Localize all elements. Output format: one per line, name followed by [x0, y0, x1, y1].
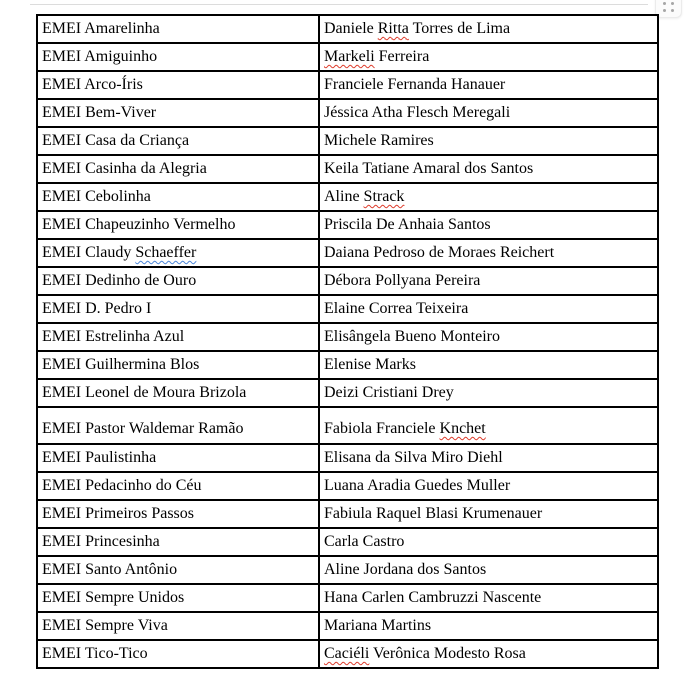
table-row — [37, 556, 658, 584]
school-cell[interactable]: EMEI Tico-Tico — [37, 640, 319, 668]
school-cell[interactable]: EMEI Guilhermina Blos — [37, 351, 319, 379]
table-row — [37, 15, 658, 43]
table-row — [37, 528, 658, 556]
drag-dots-icon — [663, 2, 674, 12]
spellcheck-flagged-word[interactable]: Caciéli — [324, 645, 370, 662]
spellcheck-flagged-word[interactable]: Markeli — [324, 48, 375, 65]
director-cell[interactable]: Hana Carlen Cambruzzi Nascente — [319, 584, 658, 612]
grammar-flagged-word[interactable]: Schaeffer — [135, 244, 197, 261]
school-cell[interactable]: EMEI D. Pedro I — [37, 295, 319, 323]
school-cell[interactable]: EMEI Pastor Waldemar Ramão — [37, 407, 319, 444]
spellcheck-flagged-word[interactable]: Ritta — [377, 20, 409, 37]
director-cell[interactable]: Deizi Cristiani Drey — [319, 379, 658, 407]
school-cell[interactable]: EMEI Paulistinha — [37, 444, 319, 472]
director-cell[interactable]: Carla Castro — [319, 528, 658, 556]
table-row — [37, 267, 658, 295]
director-cell[interactable]: Mariana Martins — [319, 612, 658, 640]
school-cell[interactable]: EMEI Leonel de Moura Brizola — [37, 379, 319, 407]
table-row — [37, 183, 658, 211]
table-row — [37, 43, 658, 71]
director-cell[interactable]: Elisângela Bueno Monteiro — [319, 323, 658, 351]
table-row — [37, 612, 658, 640]
director-cell[interactable]: Priscila De Anhaia Santos — [319, 211, 658, 239]
school-cell[interactable]: EMEI Primeiros Passos — [37, 500, 319, 528]
table-row — [37, 155, 658, 183]
director-cell[interactable]: Fabiula Raquel Blasi Krumenauer — [319, 500, 658, 528]
director-cell[interactable]: Fabiola Franciele Knchet — [319, 407, 658, 444]
table-row — [37, 351, 658, 379]
table-row — [37, 407, 658, 444]
school-cell[interactable]: EMEI Arco-Íris — [37, 71, 319, 99]
table-row — [37, 295, 658, 323]
director-cell[interactable]: Débora Pollyana Pereira — [319, 267, 658, 295]
school-cell[interactable]: EMEI Amarelinha — [37, 15, 319, 43]
spellcheck-flagged-word[interactable]: Knchet — [439, 420, 486, 437]
table-row — [37, 71, 658, 99]
table-row — [37, 99, 658, 127]
school-cell[interactable]: EMEI Casa da Criança — [37, 127, 319, 155]
table-row — [37, 500, 658, 528]
table-drag-handle-icon[interactable] — [655, 0, 682, 18]
table-row — [37, 323, 658, 351]
school-cell[interactable]: EMEI Santo Antônio — [37, 556, 319, 584]
school-cell[interactable]: EMEI Bem-Viver — [37, 99, 319, 127]
director-cell[interactable]: Elisana da Silva Miro Diehl — [319, 444, 658, 472]
director-cell[interactable]: Franciele Fernanda Hanauer — [319, 71, 658, 99]
table-row — [37, 472, 658, 500]
school-cell[interactable]: EMEI Claudy Schaeffer — [37, 239, 319, 267]
school-cell[interactable]: EMEI Princesinha — [37, 528, 319, 556]
director-cell[interactable]: Daiana Pedroso de Moraes Reichert — [319, 239, 658, 267]
table-row — [37, 640, 658, 668]
table-row — [37, 211, 658, 239]
director-cell[interactable]: Jéssica Atha Flesch Meregali — [319, 99, 658, 127]
director-cell[interactable]: Elaine Correa Teixeira — [319, 295, 658, 323]
director-cell[interactable]: Michele Ramires — [319, 127, 658, 155]
document-table — [36, 14, 659, 669]
spellcheck-flagged-word[interactable]: Strack — [363, 188, 405, 205]
page-boundary-line — [30, 4, 648, 5]
director-cell[interactable]: Markeli Ferreira — [319, 43, 658, 71]
table-row — [37, 584, 658, 612]
table-row — [37, 239, 658, 267]
school-cell[interactable]: EMEI Casinha da Alegria — [37, 155, 319, 183]
director-cell[interactable]: Luana Aradia Guedes Muller — [319, 472, 658, 500]
school-cell[interactable]: EMEI Chapeuzinho Vermelho — [37, 211, 319, 239]
school-cell[interactable]: EMEI Pedacinho do Céu — [37, 472, 319, 500]
director-cell[interactable]: Caciéli Verônica Modesto Rosa — [319, 640, 658, 668]
table-row — [37, 444, 658, 472]
school-cell[interactable]: EMEI Dedinho de Ouro — [37, 267, 319, 295]
director-cell[interactable]: Aline Strack — [319, 183, 658, 211]
table-row — [37, 127, 658, 155]
director-cell[interactable]: Daniele Ritta Torres de Lima — [319, 15, 658, 43]
school-cell[interactable]: EMEI Estrelinha Azul — [37, 323, 319, 351]
director-cell[interactable]: Aline Jordana dos Santos — [319, 556, 658, 584]
director-cell[interactable]: Elenise Marks — [319, 351, 658, 379]
school-cell[interactable]: EMEI Sempre Unidos — [37, 584, 319, 612]
table-row — [37, 379, 658, 407]
school-cell[interactable]: EMEI Amiguinho — [37, 43, 319, 71]
school-cell[interactable]: EMEI Sempre Viva — [37, 612, 319, 640]
director-cell[interactable]: Keila Tatiane Amaral dos Santos — [319, 155, 658, 183]
school-cell[interactable]: EMEI Cebolinha — [37, 183, 319, 211]
